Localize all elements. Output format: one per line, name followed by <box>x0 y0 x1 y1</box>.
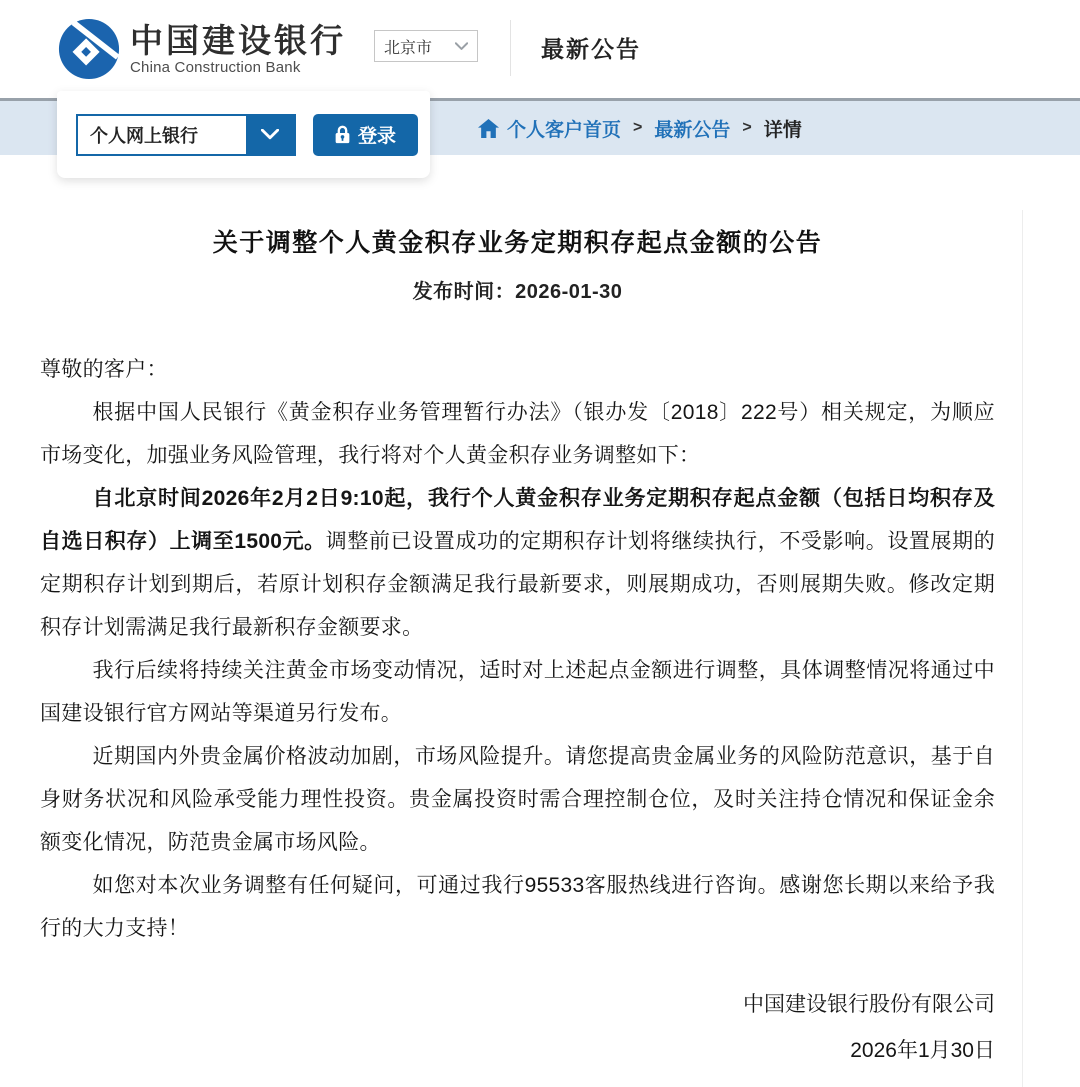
breadcrumb-item-detail: 详情 <box>763 119 802 141</box>
publish-date-label: 发布时间： <box>412 281 516 303</box>
breadcrumb-item-announcements[interactable]: 最新公告 <box>654 119 731 141</box>
paragraph-adjustment-bold: 自北京时间2026年2月2日9:10起，我行个人黄金积存业务定期积存起点金额（包括日均积存及自选日积存）上调至1500元。 <box>40 487 995 553</box>
signature-date: 2026年1月30日 <box>850 1039 995 1062</box>
city-select-value: 北京市 <box>384 39 433 57</box>
paragraph-followup: 我行后续将持续关注黄金市场变动情况，适时对上述起点金额进行调整，具体调整情况将通过中国建设银行官方网站等渠道另行发布。 <box>40 659 995 725</box>
announcement-main <box>0 155 1080 1087</box>
ccb-logo[interactable] <box>57 17 346 81</box>
content-right-divider <box>1022 210 1023 1087</box>
paragraph-risk-warning: 近期国内外贵金属价格波动加剧，市场风险提升。请您提高贵金属业务的风险防范意识，基于自身财务状况和风险承受能力理性投资。贵金属投资时需合理控制仓位，及时关注持仓情况和保证金余额变化情况，防范贵金属市场风险。 <box>40 745 995 854</box>
paragraph-hotline: 如您对本次业务调整有任何疑问，可通过我行95533客服热线进行咨询。感谢您长期以来给予我行的大力支持！ <box>40 874 995 940</box>
chevron-down-icon <box>455 42 468 51</box>
site-header <box>0 0 1080 98</box>
breadcrumb-item-home: 个人客户首页 <box>507 119 622 141</box>
bank-name <box>130 21 346 76</box>
chevron-down-icon[interactable] <box>246 116 294 154</box>
publish-date-line <box>40 275 995 304</box>
channel-select[interactable] <box>76 114 296 156</box>
ccb-logo-icon <box>57 17 121 81</box>
page-title: 最新公告 <box>541 35 641 62</box>
bank-name-en: China Construction Bank <box>130 58 301 76</box>
signature-block <box>40 982 995 1074</box>
announcement-title: 关于调整个人黄金积存业务定期积存起点金额的公告 <box>212 229 823 257</box>
breadcrumb-bar <box>0 98 1080 155</box>
login-button[interactable] <box>313 114 418 156</box>
lock-icon <box>335 125 350 144</box>
city-select[interactable] <box>374 30 478 62</box>
channel-select-value: 个人网上银行 <box>90 125 198 146</box>
paragraph-adjustment-rest: 调整前已设置成功的定期积存计划将继续执行，不受影响。设置展期的定期积存计划到期后，若原计划积存金额满足我行最新要求，则展期成功，否则展期失败。修改定期积存计划需满足我行最新积存金额要求。 <box>40 530 996 639</box>
header-divider <box>510 20 511 76</box>
salutation: 尊敬的客户： <box>40 358 168 381</box>
breadcrumb-separator: > <box>742 119 752 136</box>
paragraph-basis: 根据中国人民银行《黄金积存业务管理暂行办法》（银办发〔2018〕222号）相关规定，为顺应市场变化，加强业务风险管理，我行将对个人黄金积存业务调整如下： <box>40 401 995 467</box>
paragraph-adjustment <box>40 477 995 649</box>
breadcrumb <box>478 115 802 142</box>
home-icon <box>478 119 499 138</box>
signature-company: 中国建设银行股份有限公司 <box>743 993 995 1016</box>
login-panel <box>57 91 430 178</box>
breadcrumb-home-link[interactable] <box>478 115 621 142</box>
announcement-article <box>0 155 1080 1074</box>
announcement-body <box>40 348 995 950</box>
publish-date-value: 2026-01-30 <box>515 281 623 303</box>
bank-name-cn: 中国建设银行 <box>130 21 346 59</box>
breadcrumb-separator: > <box>633 119 643 136</box>
login-button-label: 登录 <box>357 126 396 147</box>
